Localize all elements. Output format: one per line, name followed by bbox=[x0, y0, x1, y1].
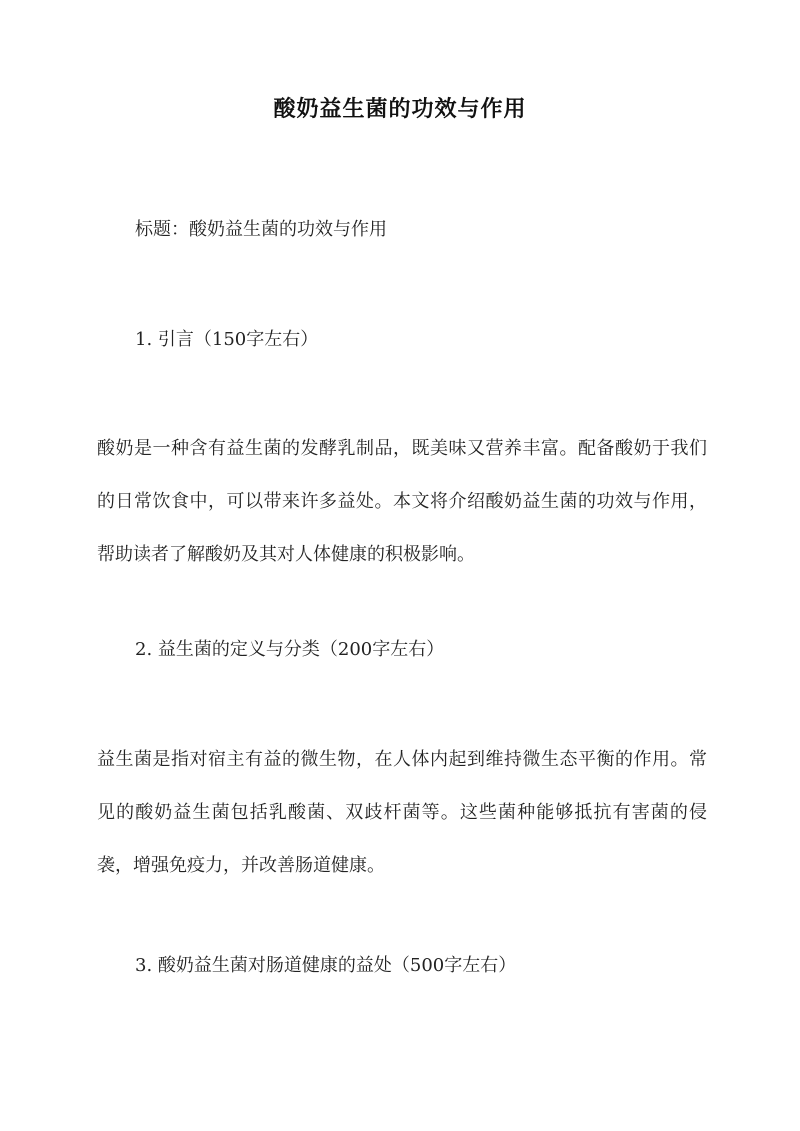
subtitle-line: 标题：酸奶益生菌的功效与作用 bbox=[135, 219, 387, 240]
section-2-body: 益生菌是指对宿主有益的微生物，在人体内起到维持微生态平衡的作用。常见的酸奶益生菌包括乳酸菌、双歧杆菌等。这些菌种能够抵抗有害菌的侵袭，增强免疫力，并改善肠道健康。 bbox=[97, 749, 707, 876]
section-1-body: 酸奶是一种含有益生菌的发酵乳制品，既美味又营养丰富。配备酸奶于我们的日常饮食中，可以带来许多益处。本文将介绍酸奶益生菌的功效与作用，帮助读者了解酸奶及其对人体健康的积极影响。 bbox=[97, 438, 707, 565]
section-3-heading: 3. 酸奶益生菌对肠道健康的益处（500字左右） bbox=[135, 955, 517, 976]
section-1-heading: 1. 引言（150字左右） bbox=[135, 329, 319, 350]
document-title: 酸奶益生菌的功效与作用 bbox=[273, 96, 527, 122]
section-2-heading: 2. 益生菌的定义与分类（200字左右） bbox=[135, 639, 445, 660]
